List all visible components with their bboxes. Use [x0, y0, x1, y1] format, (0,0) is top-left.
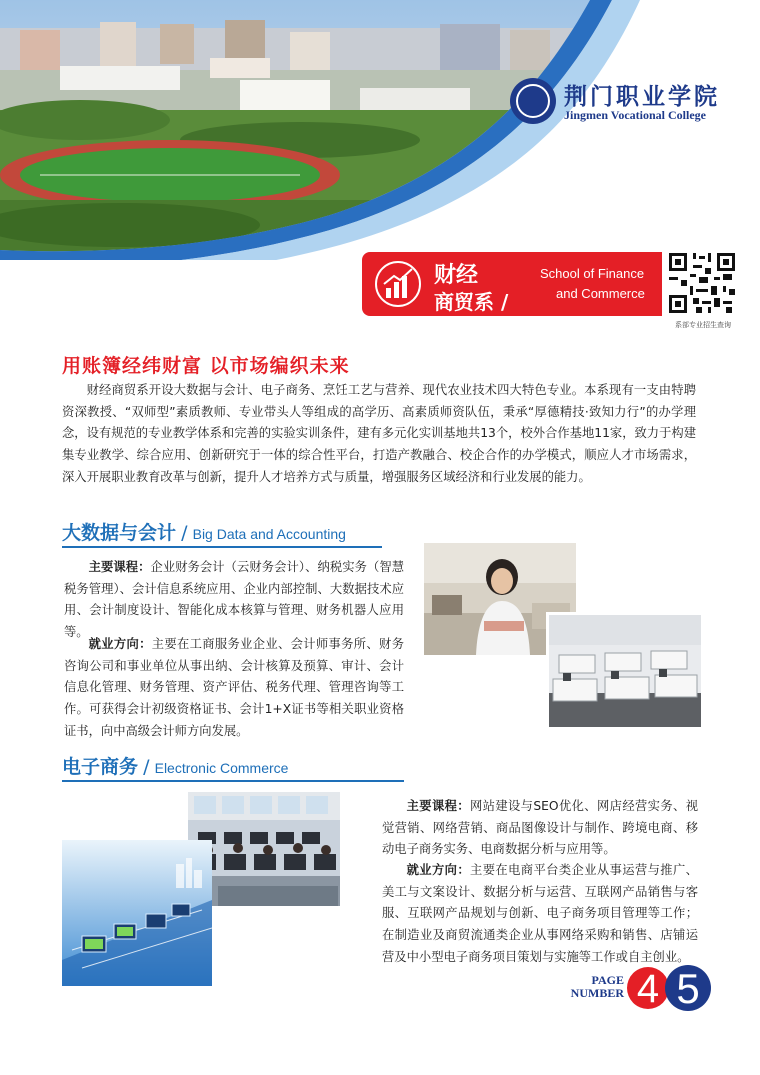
- section-title-en: Electronic Commerce: [154, 760, 289, 776]
- jobs-label: 就业方向：: [88, 637, 152, 651]
- department-name-en-line2: and Commerce: [556, 286, 645, 301]
- page-number: [626, 964, 716, 1012]
- department-name-cn-line2: 商贸系 /: [434, 290, 509, 314]
- college-name-cn: 荆门职业学院: [564, 83, 720, 110]
- section-header-big-data-accounting: [62, 518, 346, 545]
- main-courses-paragraph: [64, 557, 404, 644]
- training-lab-photo: [546, 612, 704, 730]
- courses-label: 主要课程：: [88, 560, 151, 574]
- qr-code[interactable]: [666, 250, 738, 316]
- section-slash: /: [143, 756, 150, 778]
- intro-paragraph: 财经商贸系开设大数据与会计、电子商务、烹饪工艺与营养、现代农业技术四大特色专业。本系现有一支由特聘资深教授、“双师型”素质教师、专业带头人等组成的高学历、高素质师资队伍，秉承“厚德精技·致知力行”的办学理念，设有规范的专业教学体系和完善的实验实训条件，建有多元化实训基地共13个，校外合作基地11家，致力于构建集专业教学、综合应用、创新研究于一体的综合性平台，打造产教融合、校企合作的办学模式，顺应人才市场需求，深入开展职业教育改革与创新，提升人才培养方式与质量，增强服务区域经济和行业发展的能力。: [62, 383, 696, 484]
- college-seal-icon: [510, 78, 556, 124]
- courses-text: 网站建设与SEO优化、网店经营实务、视觉营销、网络营销、商品图像设计与制作、跨境电商、移动电子商务实务、电商数据分析与应用等。: [382, 799, 698, 857]
- courses-label: 主要课程：: [406, 799, 470, 813]
- page-digit-2: 5: [676, 965, 700, 1012]
- page-digit-1: 4: [636, 967, 660, 1011]
- section-underline: [62, 546, 382, 548]
- department-name-cn-line1: 财经: [434, 263, 479, 288]
- career-direction-paragraph: [382, 860, 698, 969]
- college-name-en: Jingmen Vocational College: [564, 108, 707, 122]
- college-logo: [510, 78, 750, 128]
- section-slash: /: [181, 522, 188, 544]
- department-slash: /: [500, 290, 509, 314]
- campus-aerial-photo: [0, 0, 760, 260]
- section-underline: [62, 780, 404, 782]
- page-label-line2: NUMBER: [570, 986, 624, 1000]
- jobs-text: 主要在电商平台类企业从事运营与推广、美工与文案设计、数据分析与运营、互联网产品销售与客服、互联网产品规划与创新、电子商务项目管理等工作；在制造业及商贸流通类企业从事网络采购和销售、店铺运营及中小型电子商务项目策划与实施等工作或自主创业。: [382, 863, 698, 964]
- department-banner: [362, 252, 662, 316]
- page-number-label: [560, 974, 624, 1000]
- jobs-text: 主要在工商服务业企业、会计师事务所、财务咨询公司和事业单位从事出纳、会计核算及预算、审计、会计信息化管理、财务管理、资产评估、税务代理、管理咨询等工作。可获得会计初级资格证书、会计1+X证书等相关职业资格证书，向中高级会计师方向发展。: [64, 637, 404, 738]
- courses-text: 企业财务会计（云财务会计）、纳税实务（智慧税务管理）、会计信息系统应用、企业内部控制、大数据技术应用、会计制度设计、智能化成本核算与管理、财务机器人应用等。: [64, 560, 404, 640]
- section-title-cn: 大数据与会计: [62, 522, 177, 544]
- qr-caption: 系部专业招生查询: [675, 321, 731, 329]
- department-name-en-line1: School of Finance: [540, 266, 645, 281]
- section-title-cn: 电子商务: [62, 756, 139, 778]
- main-courses-paragraph: [382, 796, 698, 861]
- finance-chart-icon: [374, 260, 422, 308]
- career-direction-paragraph: [64, 634, 404, 743]
- jobs-label: 就业方向：: [406, 863, 471, 877]
- ecommerce-tech-illustration: [62, 840, 212, 986]
- section-title-en: Big Data and Accounting: [192, 526, 346, 542]
- page-headline: 用账簿经纬财富 以市场编织未来: [62, 355, 350, 377]
- section-header-electronic-commerce: [62, 752, 288, 779]
- page-label-line1: PAGE: [591, 973, 624, 987]
